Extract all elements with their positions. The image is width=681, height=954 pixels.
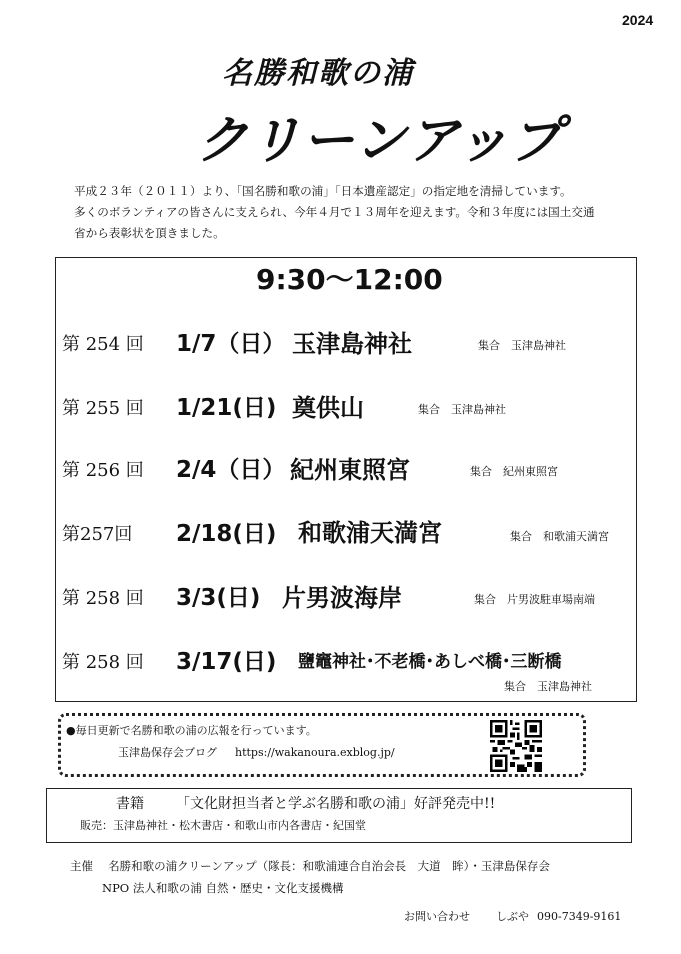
schedule-row [62,456,144,482]
session-date: 2/4（日） [176,457,286,483]
schedule-row [62,394,144,420]
schedule-row [62,330,144,356]
session-date: 1/7（日） [176,331,286,357]
contact-name: しぶや [496,910,529,923]
book-label: 書籍 [116,796,144,812]
session-place: 鹽竈神社･不老橋･あしべ橋･三断橋 [298,652,562,672]
session-date: 1/21(日) [176,395,277,421]
session-place: 片男波海岸 [282,584,402,612]
session-meeting-point: 集合 片男波駐車場南端 [474,593,595,606]
session-meeting-point: 集合 和歌浦天満宮 [510,530,609,543]
organizer-line [70,855,550,877]
title-main: クリーンアップ [196,111,563,171]
intro-line: 多くのボランティアの皆さんに支えられ、今年４月で１３周年を迎えます。令和３年度には国土交通 [74,205,595,219]
session-place: 玉津島神社 [292,330,412,358]
session-date: 3/17(日) [176,649,277,675]
organizer-line: NPO 法人和歌の浦 自然・歴史・文化支援機構 [102,881,344,895]
organizer-label: 主催 [70,859,93,873]
blog-info [118,744,395,760]
contact-info [404,908,621,924]
organizer-block [70,855,550,899]
schedule-row [62,520,132,546]
session-number: 第 258 回 [62,588,144,609]
blog-name: 玉津島保存会ブログ [118,746,217,759]
session-number: 第 258 回 [62,652,144,673]
session-number: 第 254 回 [62,334,144,355]
contact-label: お問い合わせ [404,910,470,923]
session-place: 奠供山 [292,394,364,422]
contact-phone[interactable]: 090-7349-9161 [537,910,622,923]
organizer-name: 名勝和歌の浦クリーンアップ（隊長：和歌浦連合自治会長 大道 眸）・玉津島保存会 [108,859,550,873]
schedule-row [62,584,144,610]
session-date: 2/18(日) [176,521,277,547]
title-top: 名勝和歌の浦 [222,56,414,91]
session-number: 第 255 回 [62,398,144,419]
book-sales: 販売：玉津島神社・松木書店・和歌山市内各書店・紀国堂 [80,819,366,832]
session-number: 第257回 [62,524,133,545]
session-place: 紀州東照宮 [290,456,410,484]
session-date: 3/3(日) [176,585,261,611]
book-title: 「文化財担当者と学ぶ名勝和歌の浦」好評発売中!! [176,796,496,812]
book-announcement [116,793,495,813]
session-number: 第 256 回 [62,460,144,481]
intro-paragraph [74,181,614,244]
blog-notice: ●毎日更新で名勝和歌の浦の広報を行っています。 [66,724,317,737]
session-meeting-point: 集合 玉津島神社 [504,680,592,693]
schedule-time: 9:30～12:00 [256,263,443,296]
schedule-row [62,648,144,674]
intro-line: 省から表彰状を頂きました。 [74,226,225,240]
qr-code-icon[interactable] [490,720,542,772]
intro-line: 平成２３年（２０１１）より、「国名勝和歌の浦」「日本遺産認定」の指定地を清掃しています。 [74,184,572,198]
session-meeting-point: 集合 紀州東照宮 [470,465,558,478]
blog-url-link[interactable]: https://wakanoura.exblog.jp/ [235,746,395,759]
session-meeting-point: 集合 玉津島神社 [478,339,566,352]
session-place: 和歌浦天満宮 [298,519,442,547]
year-label: 2024 [622,12,654,28]
session-meeting-point: 集合 玉津島神社 [418,403,506,416]
